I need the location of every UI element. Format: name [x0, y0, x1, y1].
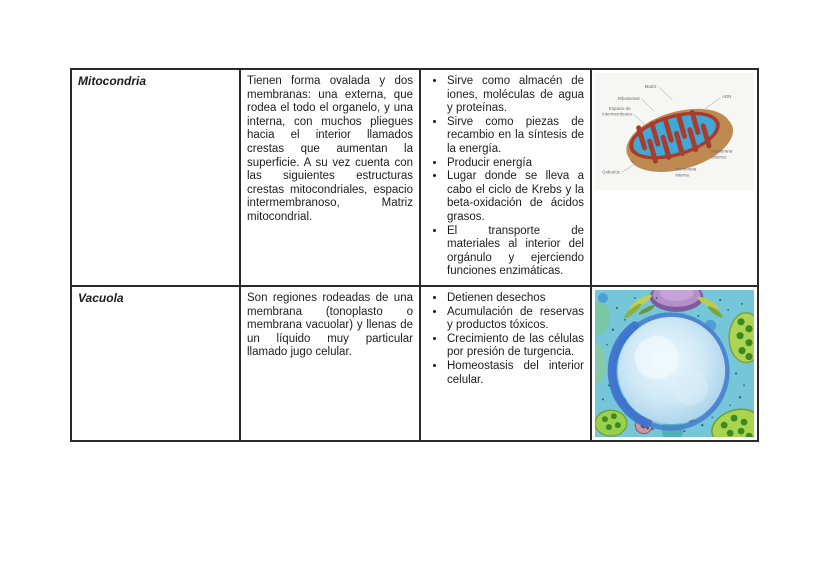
label-granulos: Gránulos	[602, 169, 620, 175]
function-item: • Acumulación de reservas y productos tóxicos.	[446, 306, 584, 333]
function-item: • Homeostasis del interior celular.	[446, 360, 584, 387]
organelle-description-cell	[240, 69, 420, 286]
function-item: • Producir energía	[446, 157, 584, 171]
functions-list	[427, 292, 584, 387]
organelle-name-cell	[71, 69, 240, 286]
label-ribosomas: Ribosomas	[617, 95, 640, 101]
function-item: • Sirve como piezas de recambio en la síntesis de la energía.	[446, 116, 584, 157]
label-espacio-intermembrana: Espacio de intermembrana	[602, 105, 632, 117]
vacuole-illustration	[595, 290, 754, 437]
label-membrana-externa: Membrana externa	[711, 148, 733, 160]
organelle-description-cell	[240, 286, 420, 441]
organelle-name-cell	[71, 286, 240, 441]
table-row-mitocondria	[71, 69, 758, 286]
organelle-table	[70, 68, 759, 442]
organelle-description: Tienen forma ovalada y dos membranas: una externa, que rodea el todo el organelo, y una interna, con muchos pliegues hacia el interior llamados crestas que aumentan la superficie. A su vez cuenta con las siguientes estructuras crestas mitocondriales, espacio intermembranoso, Matriz mitocondrial.	[247, 75, 413, 223]
label-membrana-interna: Membrana interna	[675, 166, 697, 178]
function-item: • Detienen desechos	[446, 292, 584, 306]
organelle-image-cell	[591, 69, 758, 286]
function-item: • Crecimiento de las células por presión de turgencia.	[446, 333, 584, 360]
organelle-name: Mitocondria	[78, 74, 146, 88]
label-matriz: Matriz	[644, 83, 657, 89]
mitochondria-illustration	[595, 73, 754, 190]
function-item: • Lugar donde se lleva a cabo el ciclo de Krebs y la beta-oxidación de ácidos grasos.	[446, 170, 584, 224]
organelle-functions-cell	[420, 69, 591, 286]
organelle-functions-cell	[420, 286, 591, 441]
vacuole-shape	[612, 315, 727, 428]
chloroplast-bottom-left	[595, 410, 627, 436]
functions-list	[427, 75, 584, 279]
organelle-description: Son regiones rodeadas de una membrana (tonoplasto o membrana vacuolar) y llenas de un líquido muy particular llamado jugo celular.	[247, 292, 413, 359]
function-item: • Sirve como almacén de iones, moléculas de agua y proteínas.	[446, 75, 584, 116]
organelle-name: Vacuola	[78, 291, 124, 305]
table-row-vacuola	[71, 286, 758, 441]
function-item: • El transporte de materiales al interior del orgánulo y ejerciendo funciones enzimáticas.	[446, 225, 584, 279]
label-adn: ADN	[722, 93, 732, 99]
organelle-image-cell	[591, 286, 758, 441]
